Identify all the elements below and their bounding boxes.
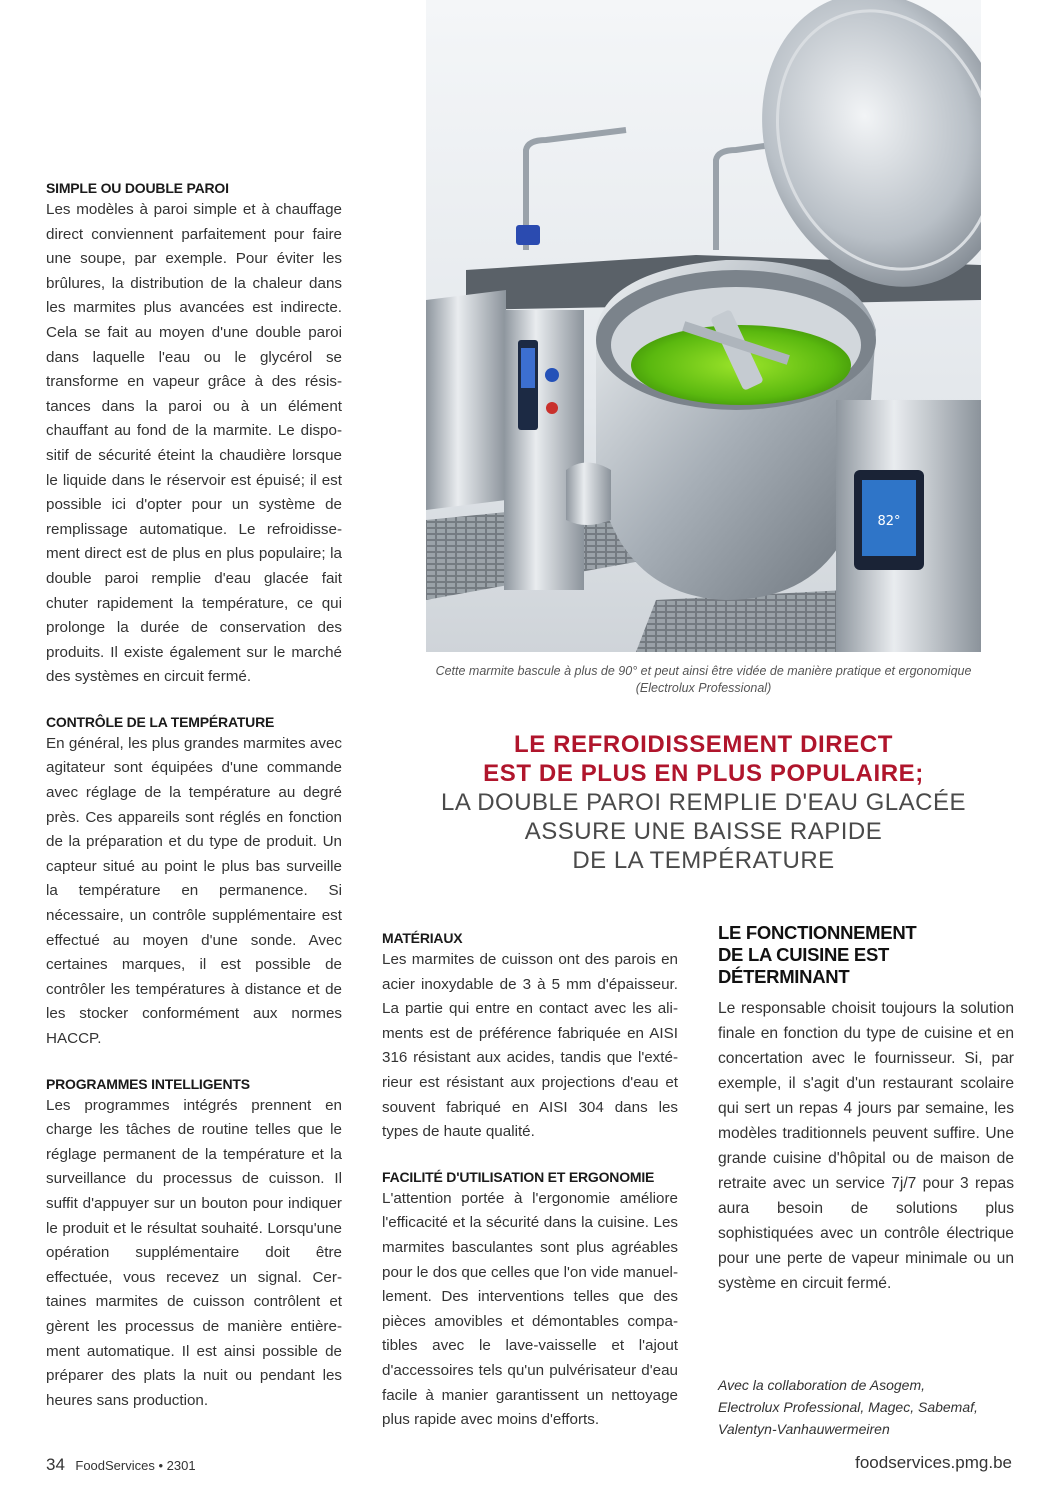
section-heading: SIMPLE OU DOUBLE PAROI	[46, 180, 229, 196]
section-body: Les marmites de cuisson ont des parois en acier inoxydable de 3 à 5 mm d'épaisseur. La partie qui entre en contact avec les aliments est de préférence fabriquée en AISI 316 résistant aux acides, tandis que l'extérieur est résistant aux projections d'eau et souvent fabriqué en AISI 304 dans les types de haute qualité.	[382, 951, 678, 1141]
pull-quote-gray-line: ASSURE UNE BAISSE RAPIDE	[524, 818, 883, 845]
section-body: Les programmes intégrés prennent en charge les tâches de routine telles que le réglage permanent de la température et la surveillance du processus de cuisson. Il suffit d'appuyer sur un bouton pour indiquer le produit et le résultat souhaité. Lorsqu'une opération supplémentaire doit être effectuée, vous recevez un signal. Certaines marmites de cuisson contrôlent et gèrent les processus de manière entièrement automatique. Il est ainsi possible de préparer des plats la nuit ou pendant les heures sans production.	[46, 1096, 342, 1409]
caption-credit: (Electrolux Professional)	[635, 681, 772, 695]
kettle-photo	[426, 0, 981, 652]
section-heading: PROGRAMMES INTELLIGENTS	[46, 1075, 250, 1092]
section-ergonomie	[382, 1167, 678, 1433]
section-controle-temperature	[46, 712, 342, 1052]
pull-quote-red-line: EST DE PLUS EN PLUS POPULAIRE;	[483, 760, 924, 787]
section-body: Le responsable choisit toujours la solution finale en fonction du type de cuisine et en concertation avec le fournisseur. Si, par exemple, il s'agit d'un restaurant scolaire qui sert un repas 4 jours par semaine, les modèles traditionnels peuvent suffire. Une grande cuisine d'hôpital ou de maison de retraite avec un service 7j/7 pour 3 repas aura besoin de solutions plus sophistiquées avec un contrôle électrique pour une perte de vapeur minimale ou un système en circuit fermé.	[718, 1000, 1014, 1292]
section-materiaux	[382, 928, 678, 1145]
magazine-issue: FoodServices • 2301	[75, 1458, 196, 1473]
middle-column	[382, 928, 678, 1447]
article-credits	[718, 1374, 1018, 1440]
heading-line: DE LA CUISINE EST DÉTERMINANT	[718, 944, 890, 987]
website-link[interactable]: foodservices.pmg.be	[855, 1453, 1012, 1472]
section-body: L'attention portée à l'ergonomie améliore l'efficacité et la sécurité dans la cuisine. Les marmites basculantes sont plus agréables pour le dos que celles que l'on vide manuellement. Des interventions telles que des pièces amovibles et démontables compatibles avec le lave-vaisselle et l'ajout d'accessoires tels qu'un pulvérisateur d'eau facile à manier garantissent un nettoyage plus rapide avec moins d'efforts.	[382, 1189, 678, 1429]
credits-line: Valentyn-Vanhauwermeiren	[718, 1421, 890, 1437]
footer-folio	[46, 1455, 196, 1475]
heading-line: LE FONCTIONNEMENT	[718, 922, 917, 943]
pull-quote-gray-line: LA DOUBLE PAROI REMPLIE D'EAU GLACÉE	[441, 789, 966, 816]
caption-line: Cette marmite bascule à plus de 90° et peut ainsi être vidée de manière pratique et ergonomique	[435, 664, 972, 678]
section-body: En général, les plus grandes marmites avec agitateur sont équipées d'une commande avec réglage de la température au degré près. Ces appareils sont réglés en fonction de la préparation et du type de produit. Un capteur situé au point le plus bas surveille la température en permanence. Si nécessaire, un contrôle supplémentaire est effectué au moyen d'une sonde. Avec certaines marques, il est possible de contrôler les températures à distance et de les stocker conformément aux normes HACCP.	[46, 734, 342, 1047]
credits-line: Avec la collaboration de Asogem,	[718, 1377, 926, 1393]
section-heading: CONTRÔLE DE LA TEMPÉRATURE	[46, 713, 275, 730]
tilting-kettle-illustration	[426, 0, 981, 652]
photo-caption	[426, 663, 981, 697]
credits-line: Electrolux Professional, Magec, Sabemaf,	[718, 1399, 978, 1415]
pull-quote	[426, 730, 981, 875]
pull-quote-red-line: LE REFROIDISSEMENT DIRECT	[513, 731, 894, 758]
section-simple-double-paroi	[46, 178, 342, 690]
section-heading	[718, 922, 1014, 988]
section-heading: MATÉRIAUX	[382, 930, 463, 946]
page-number: 34	[46, 1455, 65, 1474]
display-readout: 82°	[877, 514, 901, 529]
right-column	[718, 922, 1014, 1296]
left-column	[46, 178, 342, 1427]
section-body: Les modèles à paroi simple et à chauffage direct conviennent parfaitement pour faire une soupe, par exemple. Pour éviter les brûlures, la distribution de la chaleur dans les marmites plus avancées est indirecte. Cela se fait au moyen d'une double paroi dans laquelle l'eau ou le glycérol se transforme en vapeur grâce à des résistances dans la paroi ou à un élément chauffant au fond de la marmite. Le dispositif de sécurité éteint la chaudière lorsque le liquide dans le réservoir est épuisé; il est possible ici d'opter pour un système de remplissage automatique. Le refroidissement direct est de plus en plus populaire; la double paroi remplie d'eau glacée fait chuter rapidement la température, ce qui prolonge la durée de conservation des produits. Il existe également sur le marché des systèmes en circuit fermé.	[46, 201, 342, 686]
section-programmes-intelligents	[46, 1074, 342, 1414]
pull-quote-gray-line: DE LA TEMPÉRATURE	[572, 847, 835, 874]
section-heading: FACILITÉ D'UTILISATION ET ERGONOMIE	[382, 1168, 655, 1185]
